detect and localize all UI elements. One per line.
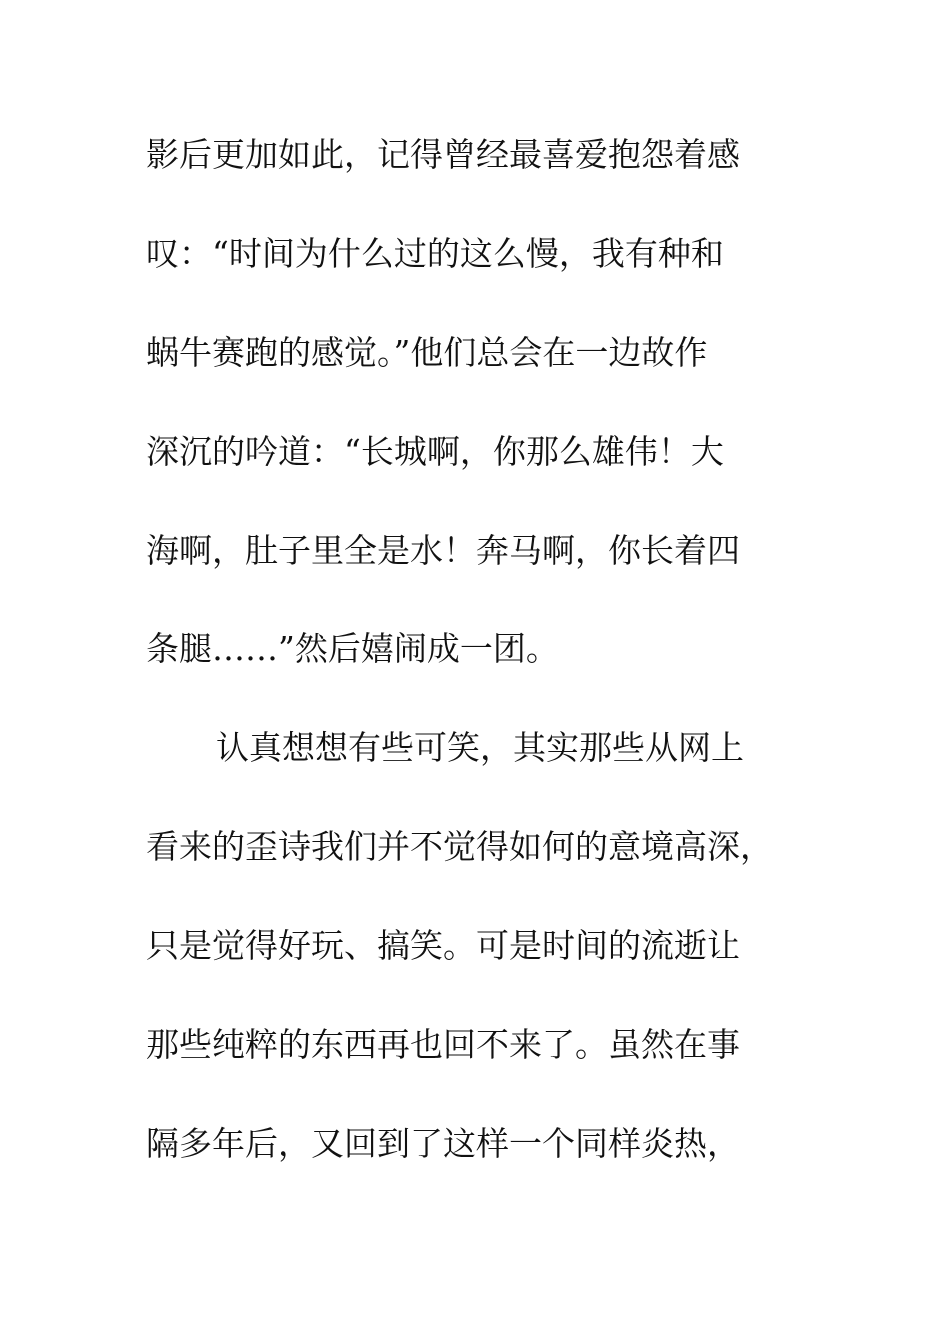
paragraph-first-line: 认真想想有些可笑，其实那些从网上	[216, 728, 744, 768]
text-line: 条腿……”然后嬉闹成一团。	[146, 629, 559, 669]
text-line: 那些纯粹的东西再也回不来了。虽然在事	[146, 1025, 740, 1065]
text-line: 只是觉得好玩、搞笑。可是时间的流逝让	[146, 926, 740, 966]
body-text	[146, 126, 826, 1214]
text-line: 隔多年后，又回到了这样一个同样炎热，	[146, 1123, 740, 1163]
text-line: 看来的歪诗我们并不觉得如何的意境高深，	[146, 827, 773, 867]
text-line: 影后更加如此，记得曾经最喜爱抱怨着感	[146, 135, 740, 174]
text-line: 深沉的吟道：“长城啊，你那么雄伟！大	[146, 431, 724, 471]
text-line: 海啊，肚子里全是水！奔马啊，你长着四	[146, 530, 740, 570]
text-line: 蜗牛赛跑的感觉。”他们总会在一边故作	[146, 332, 708, 372]
text-line: 叹：“时间为什么过的这么慢，我有种和	[146, 233, 724, 273]
